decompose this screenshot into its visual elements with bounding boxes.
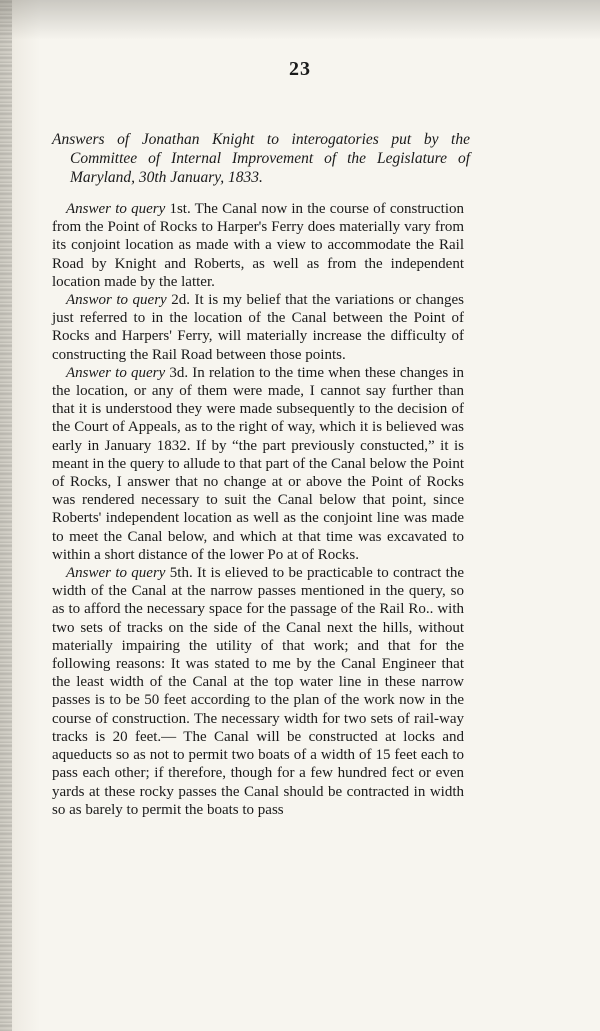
document-body xyxy=(52,200,464,819)
answer-text: The Canal now in the course of construction from the Point of Rocks to Harper's Ferry does materially vary from its conjoint location as made with a view to accommodate the Rail Road by Knight and Roberts, as well as from the independent location made by the latter. xyxy=(52,201,464,290)
answer-query-number: 5th. xyxy=(165,565,193,582)
answer-paragraph-3 xyxy=(52,364,464,564)
answer-query-number: 1st. xyxy=(165,201,191,217)
answer-lead: Answer to query xyxy=(66,364,166,381)
answer-text: It is elieved to be practicable to contract the width of the Canal at the narrow passes mentioned in the query, so as to afford the necessary space for the passage of the Rail Ro.. with two sets of tracks on the side of the Canal next the hills, without materially impairing the utility of that work; and that for the following reasons: It was stated to me by the Canal Engineer that the least width of the Canal at the top water line in these narrow passes is to be 50 feet according to the plan of the work now in the course of construction. The necessary width for two sets of rail-way tracks is 20 feet.— The Canal will be constructed at locks and aqueducts so as not to permit two boats of a width of 15 feet each to pass each other; if therefore, though for a few hundred fect or even yards at these rocky passes the Canal should be contracted in width so as barely to permit the boats to pass xyxy=(52,565,464,818)
answer-lead: Answer to query xyxy=(66,565,166,582)
answer-query-number: 2d. xyxy=(166,292,190,309)
scan-shadow xyxy=(0,0,600,40)
answer-lead: Answor to query xyxy=(66,292,167,309)
page-binding-edge xyxy=(0,0,12,1031)
page-number: 23 xyxy=(289,58,311,80)
document-heading xyxy=(52,130,470,187)
answer-text: It is my belief that the variations or changes just referred to in the location of the Canal between the Point of Rocks and Harpers' Ferry, will materially increase the difficulty of constructing the Rail Road between those points. xyxy=(52,292,464,363)
answer-paragraph-2 xyxy=(52,291,464,364)
heading-text: Answers of Jonathan Knight to interogatories put by the Committee of Internal Improvement of the Legislature of Maryland, 30th January, 1833. xyxy=(52,131,470,186)
answer-text: In relation to the time when these changes in the location, or any of them were made, I cannot say further than that it is understood they were made subsequently to the decision of the Court of Appeals, as to the right of way, which it is believed was early in January 1832. If by “the part previously constucted,” it is meant in the query to allude to that part of the Canal below the Point of Rocks, I answer that no change at or above the Point of Rocks was rendered necessary to suit the Canal below that point, since Roberts' independent location as well as the conjoint line was made to meet the Canal below, and which at that time was excavated to within a short distance of the lower Po at of Rocks. xyxy=(52,364,465,563)
answer-query-number: 3d. xyxy=(165,364,189,381)
answer-paragraph-4 xyxy=(52,564,464,819)
answer-lead: Answer to query xyxy=(66,201,166,217)
answer-paragraph-1 xyxy=(52,200,464,291)
